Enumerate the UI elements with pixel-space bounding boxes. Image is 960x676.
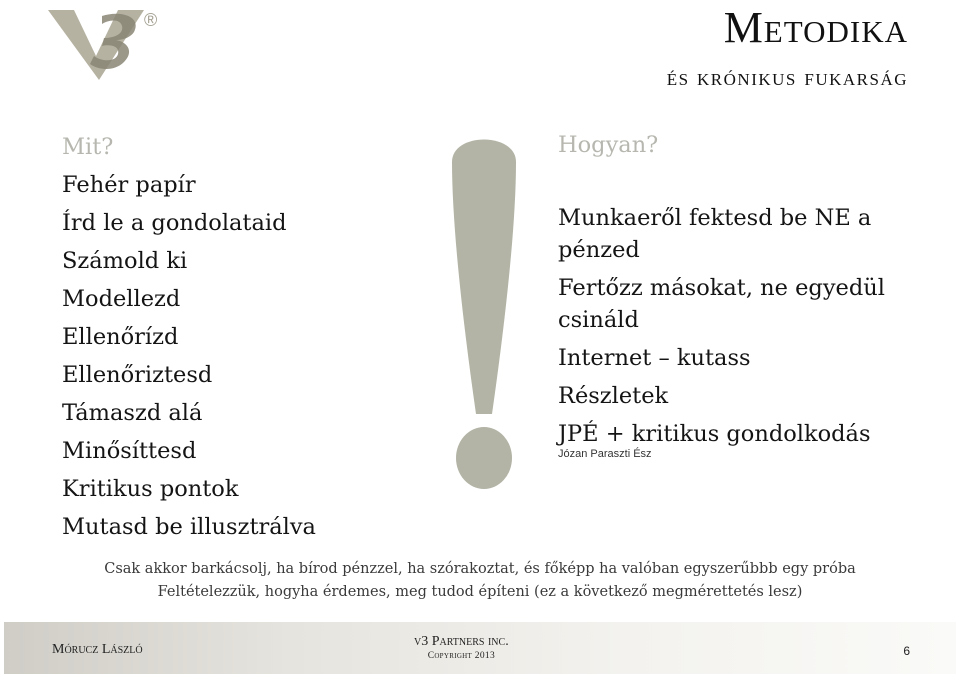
right-column [558,128,938,460]
list-item: Internet – kutass [558,345,751,371]
left-column [62,128,316,546]
acronym-note: Józan Paraszti Ész [558,448,652,460]
bottom-note-line-2: Feltételezzük, hogyha érdemes, meg tudod építeni (ez a következő megmérettetés lesz) [157,584,803,600]
list-item: Fehér papír [62,172,196,198]
list-item: Minősíttesd [62,438,197,464]
registered-mark: ® [144,10,158,30]
list-item: JPÉ + kritikus gondolkodás [558,421,871,447]
list-item: Kritikus pontok [62,476,239,502]
right-column-label: Hogyan? [558,132,659,158]
footer-center [414,634,509,662]
slide-title: Metodika [723,3,908,52]
footer-company: v3 Partners inc. [414,634,509,649]
v3-logo-icon [44,6,164,82]
list-item: Fertőzz másokat, ne egyedül csináld [558,275,885,333]
list-item: Modellezd [62,286,181,312]
footer-bar [4,622,956,674]
slide-subtitle: és krónikus fukarság [666,65,908,91]
list-item: Írd le a gondolataid [62,210,287,236]
left-column-label: Mit? [62,134,114,160]
page-number: 6 [903,644,910,658]
list-item: Részletek [558,383,669,409]
list-item: Munkaeről fektesd be NE a pénzed [558,205,872,263]
exclamation-mark-icon [444,124,524,494]
list-item: Ellenőrízd [62,324,179,350]
bottom-note-line-1: Csak akkor barkácsolj, ha bírod pénzzel, ha szórakoztat, és főképp ha valóban egyszerűbbb egy próba [104,561,856,577]
footer-author: Mórucz László [52,642,143,657]
footer-copyright: Copyright 2013 [427,651,495,661]
list-item: Mutasd be illusztrálva [62,514,316,540]
list-item: Számold ki [62,248,188,274]
list-item: Ellenőriztesd [62,362,213,388]
list-item: Támaszd alá [62,400,203,426]
